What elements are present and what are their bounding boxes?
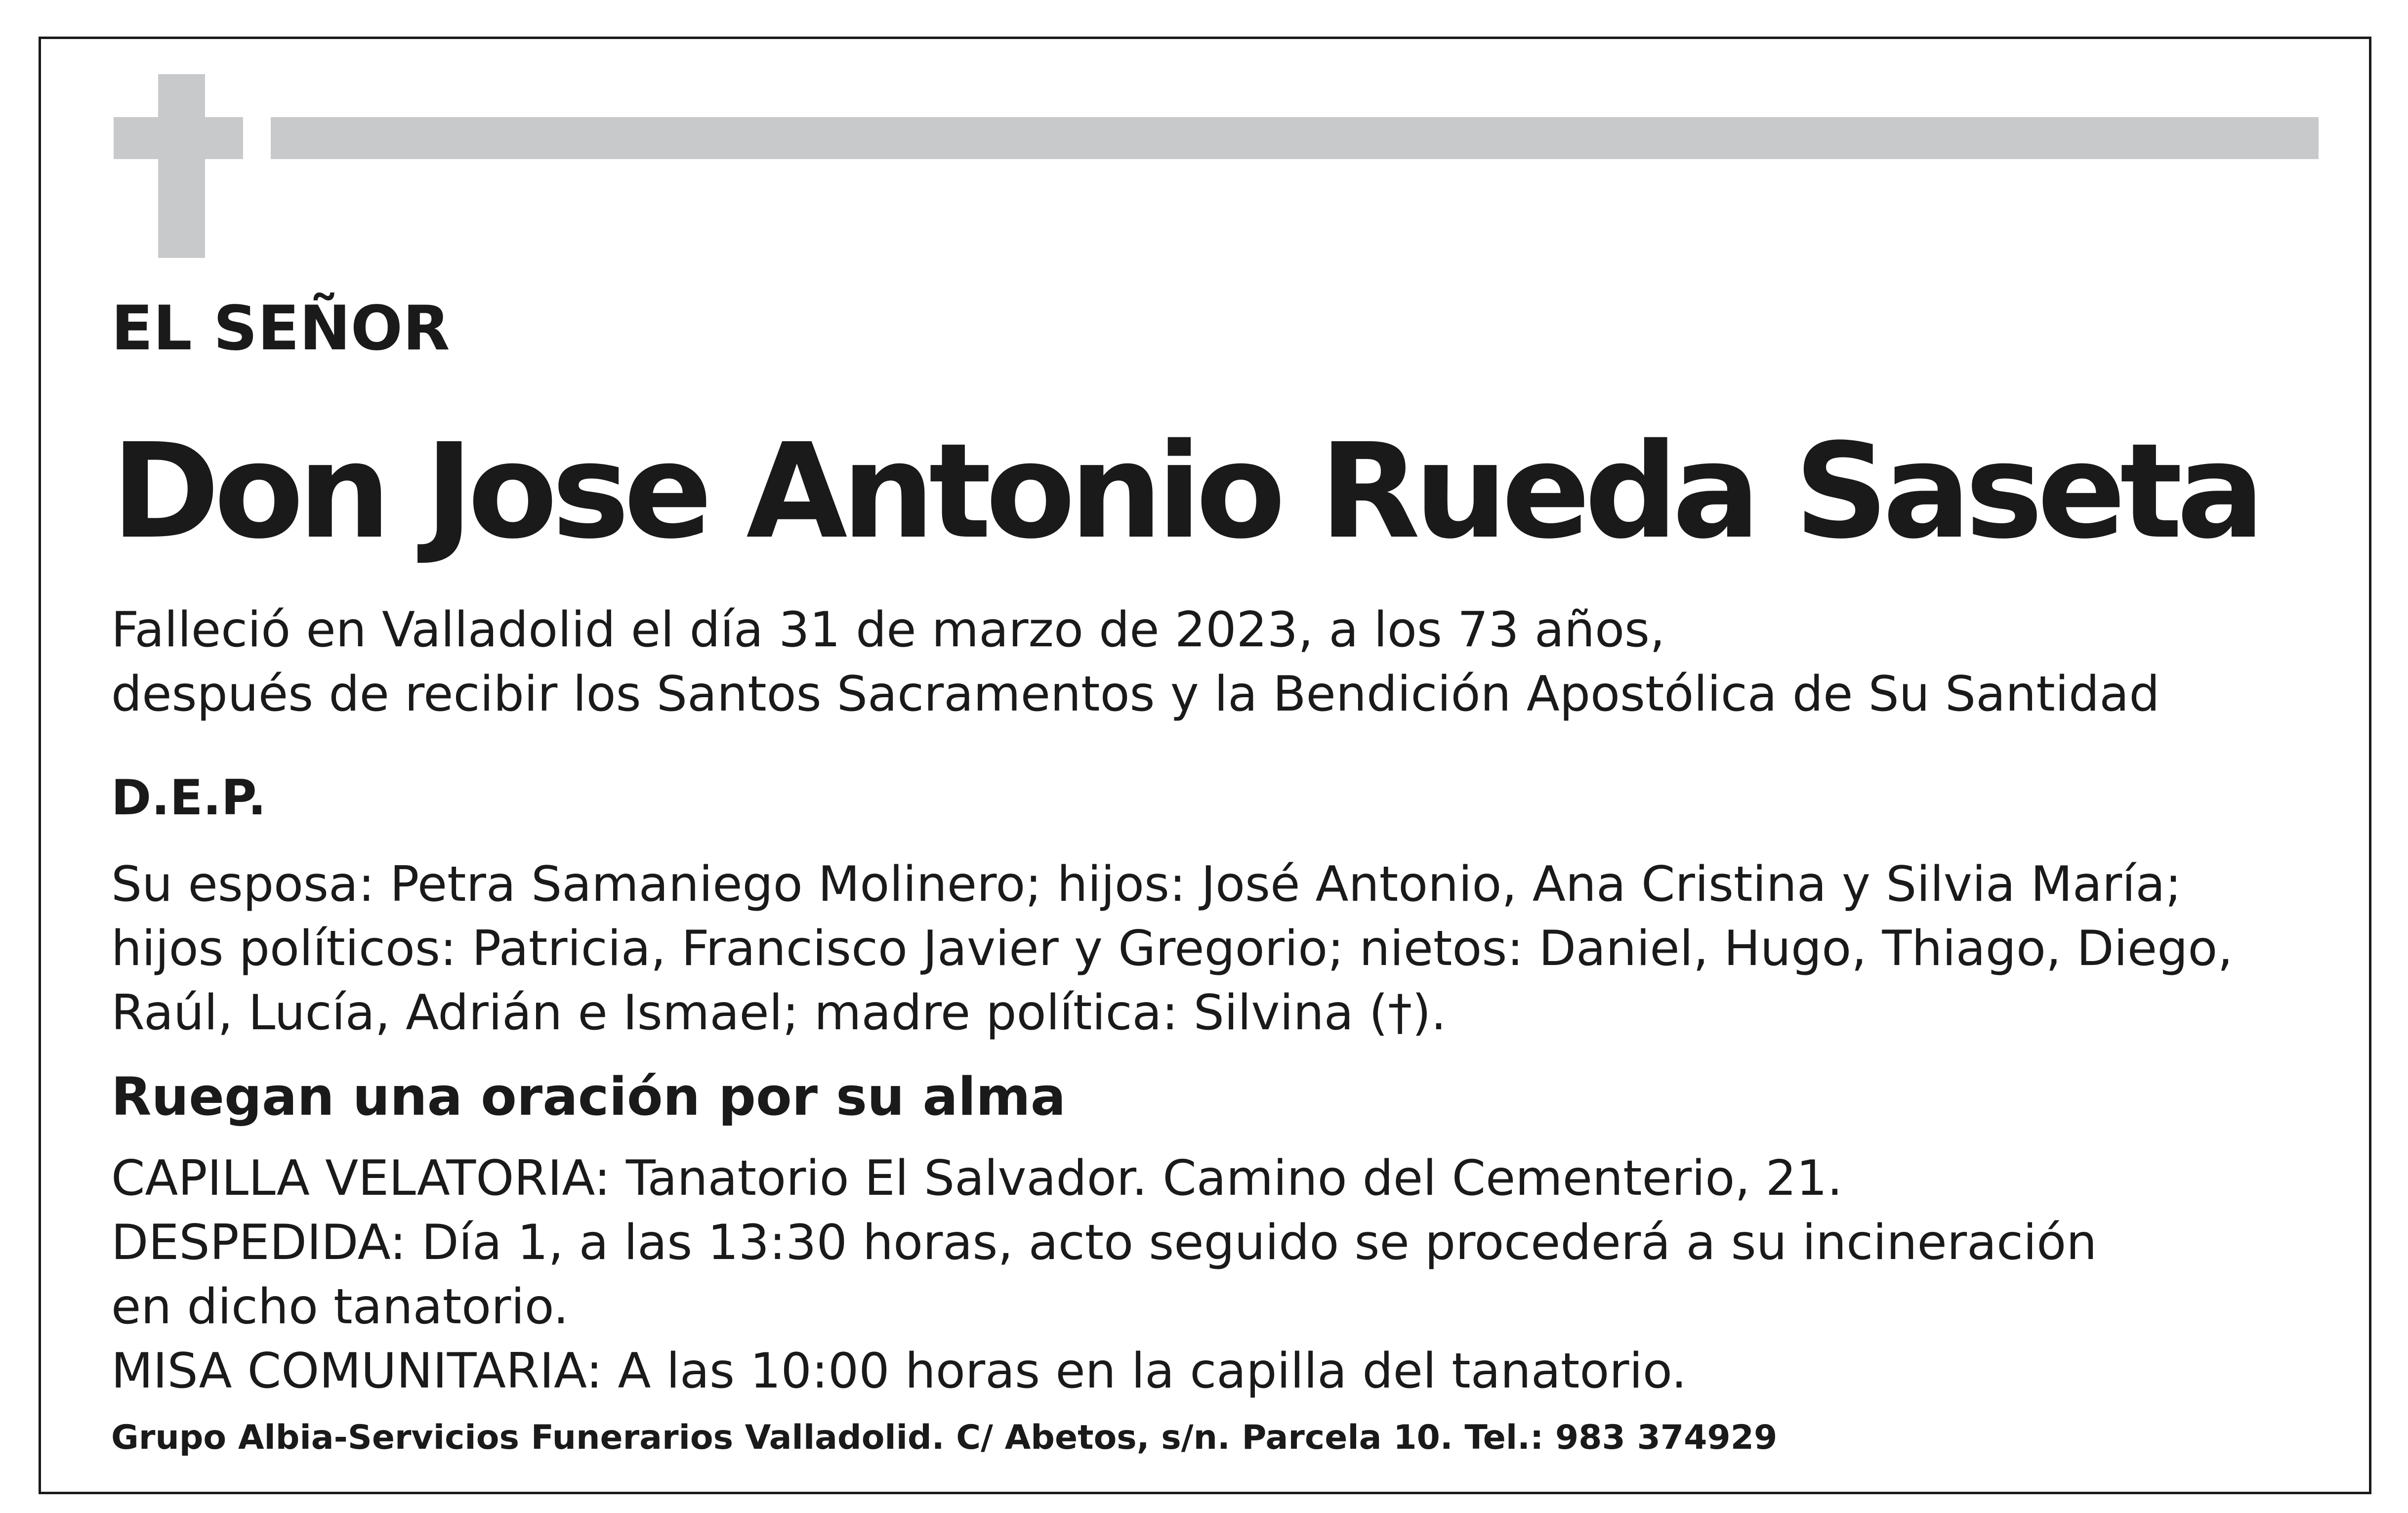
funeral-home-footer: Grupo Albia-Servicios Funerarios Valladolid. C/ Abetos, s/n. Parcela 10. Tel.: 983 374929: [111, 1418, 1778, 1457]
family-line: Su esposa: Petra Samaniego Molinero; hijos: José Antonio, Ana Cristina y Silvia María;: [111, 856, 2182, 913]
header-rule: [271, 117, 2319, 159]
service-details: [111, 1146, 2097, 1403]
death-notice-line: Falleció en Valladolid el día 31 de marzo de 2023, a los 73 años,: [111, 602, 1665, 658]
honorific: EL SEÑOR: [111, 293, 450, 364]
prayer-request: Ruegan una oración por su alma: [111, 1066, 1066, 1127]
family-list: [111, 852, 2233, 1045]
deceased-name: Don Jose Antonio Rueda Saseta: [111, 416, 2259, 568]
cross-horizontal-bar: [114, 117, 243, 159]
service-line: en dicho tanatorio.: [111, 1279, 569, 1335]
service-line: CAPILLA VELATORIA: Tanatorio El Salvador. Camino del Cementerio, 21.: [111, 1150, 1843, 1207]
cross-vertical-bar: [158, 74, 205, 258]
family-line: hijos políticos: Patricia, Francisco Javier y Gregorio; nietos: Daniel, Hugo, Thiago, Diego,: [111, 921, 2233, 977]
death-notice-line: después de recibir los Santos Sacramentos y la Bendición Apostólica de Su Santidad: [111, 666, 2160, 722]
service-line: DESPEDIDA: Día 1, a las 13:30 horas, acto seguido se procederá a su incineración: [111, 1215, 2097, 1271]
service-line: MISA COMUNITARIA: A las 10:00 horas en la capilla del tanatorio.: [111, 1343, 1687, 1399]
rip-label: D.E.P.: [111, 770, 266, 826]
family-line: Raúl, Lucía, Adrián e Ismael; madre política: Silvina (†).: [111, 985, 1447, 1041]
death-notice: [111, 598, 2160, 726]
